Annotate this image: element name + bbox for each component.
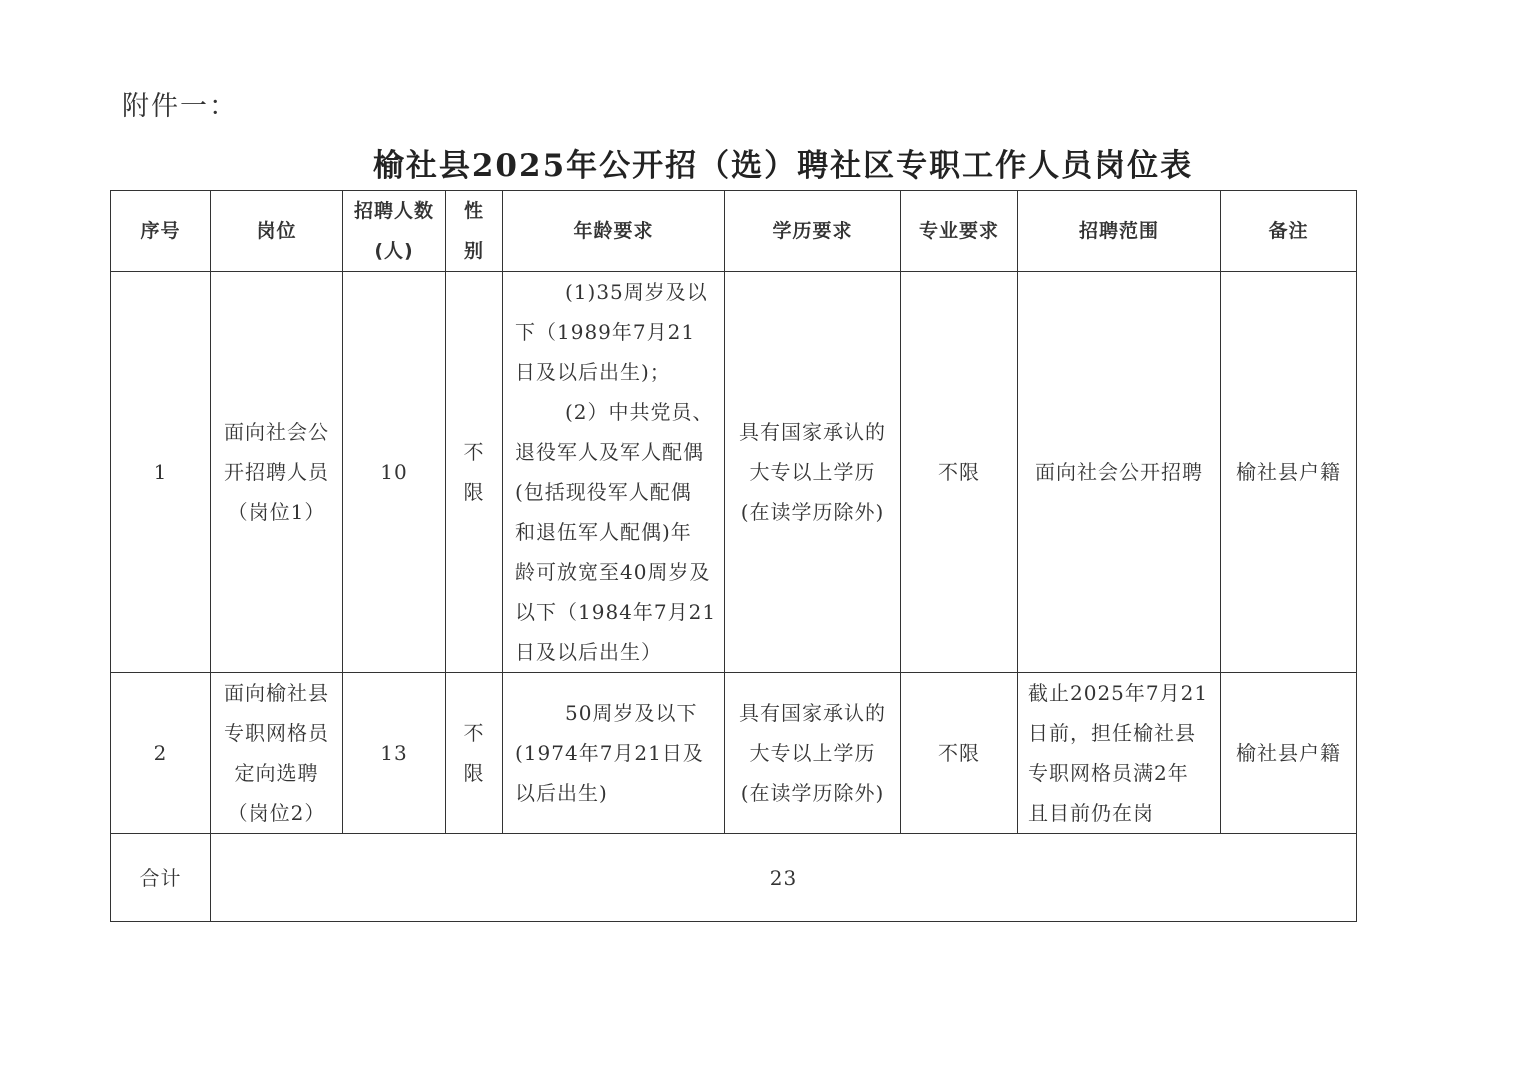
age-line: 日及以后出生)； <box>515 360 671 384</box>
cell-post <box>211 272 343 673</box>
cell-scope <box>1018 673 1221 834</box>
header-remark: 备注 <box>1221 191 1357 272</box>
header-age: 年龄要求 <box>503 191 725 272</box>
cell-remark: 榆社县户籍 <box>1221 673 1357 834</box>
attachment-label: 附件一： <box>122 91 238 122</box>
header-post: 岗位 <box>211 191 343 272</box>
cell-education <box>725 272 901 673</box>
header-major: 专业要求 <box>901 191 1018 272</box>
header-scope: 招聘范围 <box>1018 191 1221 272</box>
cell-gender <box>446 272 503 673</box>
total-value: 23 <box>211 834 1357 922</box>
total-row <box>111 834 1357 922</box>
age-line: (2）中共党员、 <box>565 400 714 424</box>
post-line: 定向选聘 <box>234 761 319 785</box>
gender-line: 不 <box>463 721 485 745</box>
gender-line: 限 <box>463 761 485 785</box>
education-line: 具有国家承认的 <box>739 701 886 725</box>
post-line: 开招聘人员 <box>224 460 329 484</box>
age-line: 退役军人及军人配偶 <box>515 440 704 464</box>
gender-line: 限 <box>463 480 485 504</box>
age-line: 日及以后出生） <box>515 640 662 664</box>
age-line: (1974年7月21日及 <box>515 741 704 765</box>
post-line: 专职网格员 <box>224 721 329 745</box>
scope-line: 日前，担任榆社县 <box>1028 721 1196 745</box>
page-title: 榆社县2025年公开招（选）聘社区专职工作人员岗位表 <box>372 148 1194 184</box>
post-line: （岗位2） <box>227 801 326 825</box>
table-row <box>111 272 1357 673</box>
header-count-line1: 招聘人数 <box>353 200 434 222</box>
cell-gender <box>446 673 503 834</box>
age-line: 以后出生) <box>515 781 608 805</box>
cell-remark: 榆社县户籍 <box>1221 272 1357 673</box>
scope-line: 且目前仍在岗 <box>1028 801 1154 825</box>
education-line: (在读学历除外) <box>740 500 885 524</box>
cell-post <box>211 673 343 834</box>
education-line: 具有国家承认的 <box>739 420 886 444</box>
post-line: （岗位1） <box>227 500 326 524</box>
education-line: 大专以上学历 <box>749 741 876 765</box>
header-education: 学历要求 <box>725 191 901 272</box>
header-count <box>343 191 446 272</box>
post-line: 面向社会公 <box>224 420 329 444</box>
age-line: 和退伍军人配偶)年 <box>515 520 692 544</box>
total-label: 合计 <box>111 834 211 922</box>
header-seq: 序号 <box>111 191 211 272</box>
cell-seq: 2 <box>111 673 211 834</box>
header-gender <box>446 191 503 272</box>
positions-table <box>110 190 1357 922</box>
cell-scope <box>1018 272 1221 673</box>
cell-seq: 1 <box>111 272 211 673</box>
post-line: 面向榆社县 <box>224 681 329 705</box>
cell-count: 10 <box>343 272 446 673</box>
age-line: 下（1989年7月21 <box>515 320 696 344</box>
cell-age <box>503 272 725 673</box>
scope-line: 专职网格员满2年 <box>1028 761 1189 785</box>
header-row <box>111 191 1357 272</box>
header-gender-line1: 性 <box>463 200 484 222</box>
header-gender-line2: 别 <box>463 240 484 262</box>
header-count-line2: (人) <box>374 240 414 262</box>
age-line: 50周岁及以下 <box>565 701 698 725</box>
age-line: 龄可放宽至40周岁及 <box>515 560 711 584</box>
education-line: 大专以上学历 <box>749 460 876 484</box>
cell-major: 不限 <box>901 673 1018 834</box>
scope-line: 截止2025年7月21 <box>1028 681 1209 705</box>
cell-major: 不限 <box>901 272 1018 673</box>
education-line: (在读学历除外) <box>740 781 885 805</box>
cell-education <box>725 673 901 834</box>
gender-line: 不 <box>463 440 485 464</box>
age-line: (包括现役军人配偶 <box>515 480 692 504</box>
cell-count: 13 <box>343 673 446 834</box>
age-line: 以下（1984年7月21 <box>515 600 717 624</box>
table-row <box>111 673 1357 834</box>
age-line: (1)35周岁及以 <box>565 280 708 304</box>
cell-age <box>503 673 725 834</box>
scope-line: 面向社会公开招聘 <box>1035 460 1203 484</box>
